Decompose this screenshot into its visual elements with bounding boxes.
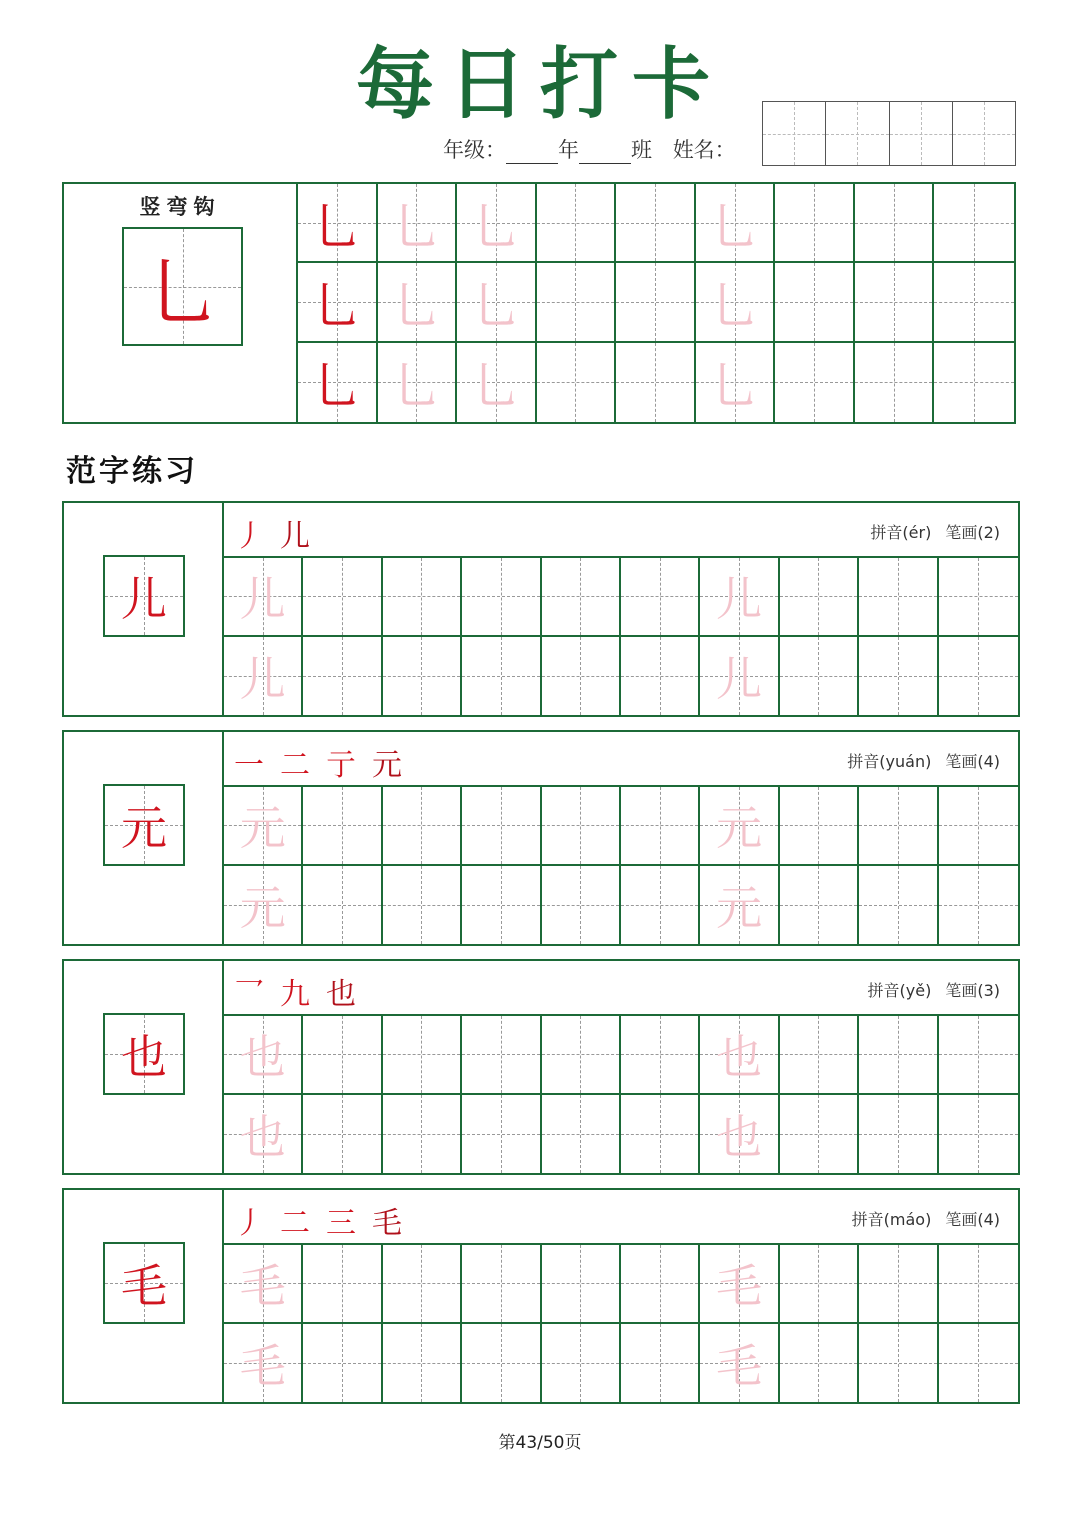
page-title: 每日打卡 [355,39,724,130]
writing-cell[interactable] [462,787,541,866]
character-writing-grid[interactable] [224,1245,1018,1402]
writing-cell[interactable] [780,558,859,637]
pinyin-label: 拼音(máo) [851,1210,932,1229]
stroke-trace-glyph: 乚 [709,357,760,416]
writing-cell[interactable] [224,1245,303,1324]
stroke-order-step: 也 [326,977,356,1012]
stroke-practice-cell[interactable] [934,184,1014,263]
character-info [852,1207,1000,1230]
writing-cell[interactable] [224,637,303,716]
writing-cell[interactable] [462,637,541,716]
trace-character: 元 [716,880,763,935]
character-info [868,978,1000,1001]
stroke-sample-glyph: 乚 [311,197,362,256]
trace-character: 毛 [239,1259,286,1314]
trace-character: 也 [716,1030,763,1085]
stroke-practice-cell[interactable] [537,184,617,263]
writing-cell[interactable] [780,1324,859,1403]
writing-cell[interactable] [303,1324,382,1403]
writing-cell[interactable] [224,1324,303,1403]
stroke-practice-cell[interactable] [298,184,378,263]
writing-cell[interactable] [542,1245,621,1324]
trace-character: 元 [716,801,763,856]
writing-cell[interactable] [303,787,382,866]
stroke-count-label: 笔画(4) [945,1210,1000,1229]
grade-label: 年级： [443,138,506,162]
writing-cell[interactable] [303,1245,382,1324]
writing-cell[interactable] [303,1016,382,1095]
stroke-practice-cell[interactable] [696,263,776,342]
writing-cell[interactable] [621,787,700,866]
pinyin-label: 拼音(yuán) [847,752,932,771]
stroke-name: 竖弯钩 [139,195,221,219]
character-writing-grid[interactable] [224,1016,1018,1173]
stroke-practice-cell[interactable] [298,343,378,422]
writing-cell[interactable] [621,1095,700,1174]
stroke-sample-glyph: 乚 [311,357,362,416]
trace-character: 儿 [239,572,286,627]
writing-cell[interactable] [939,1324,1018,1403]
writing-cell[interactable] [939,637,1018,716]
writing-cell[interactable] [383,1016,462,1095]
stroke-practice-cell[interactable] [855,263,935,342]
writing-cell[interactable] [383,558,462,637]
writing-cell[interactable] [780,787,859,866]
stroke-practice-cell[interactable] [616,263,696,342]
stroke-trace-glyph: 乚 [391,276,442,335]
writing-cell[interactable] [939,787,1018,866]
stroke-order-step: 丿 [234,1206,264,1241]
writing-cell[interactable] [700,558,779,637]
writing-cell[interactable] [859,1324,938,1403]
stroke-trace-glyph: 乚 [470,197,521,256]
stroke-order-step: 亍 [326,748,356,783]
stroke-practice-cell[interactable] [934,263,1014,342]
character-writing-grid[interactable] [224,787,1018,944]
stroke-trace-glyph: 乚 [391,197,442,256]
stroke-practice-cell[interactable] [616,184,696,263]
writing-cell[interactable] [939,1095,1018,1174]
stroke-trace-glyph: 乚 [470,276,521,335]
writing-cell[interactable] [383,866,462,945]
grade-blank[interactable] [506,141,558,164]
stroke-practice-cell[interactable] [616,343,696,422]
writing-cell[interactable] [542,1095,621,1174]
stroke-order-step: 儿 [280,519,310,554]
writing-cell[interactable] [780,866,859,945]
writing-cell[interactable] [303,558,382,637]
writing-cell[interactable] [859,1095,938,1174]
writing-cell[interactable] [224,558,303,637]
character-info [870,520,1000,543]
stroke-order-step: 九 [280,977,310,1012]
trace-character: 毛 [716,1259,763,1314]
writing-cell[interactable] [542,558,621,637]
stroke-order-step: 二 [280,1206,310,1241]
writing-cell[interactable] [542,1016,621,1095]
writing-cell[interactable] [859,1016,938,1095]
stroke-count-label: 笔画(3) [945,981,1000,1000]
stroke-practice-cell[interactable] [298,263,378,342]
writing-cell[interactable] [542,637,621,716]
model-character-box [103,784,185,866]
stroke-practice-cell[interactable] [537,343,617,422]
stroke-practice-cell[interactable] [855,184,935,263]
writing-cell[interactable] [542,1324,621,1403]
writing-cell[interactable] [303,1095,382,1174]
writing-cell[interactable] [859,1245,938,1324]
model-character-box [103,555,185,637]
stroke-practice-cell[interactable] [696,343,776,422]
stroke-trace-glyph: 乚 [470,357,521,416]
trace-character: 毛 [239,1338,286,1393]
character-info [847,749,1000,772]
stroke-order [234,1198,418,1242]
page-number: 第43/50页 [498,1433,582,1453]
writing-cell[interactable] [462,1324,541,1403]
writing-cell[interactable] [780,1095,859,1174]
stroke-practice-cell[interactable] [775,263,855,342]
year-label: 年 [558,138,579,162]
trace-character: 也 [239,1030,286,1085]
trace-character: 毛 [716,1338,763,1393]
model-character-box [103,1013,185,1095]
writing-cell[interactable] [542,787,621,866]
writing-cell[interactable] [700,787,779,866]
writing-cell[interactable] [224,787,303,866]
model-character: 儿 [121,572,167,626]
writing-cell[interactable] [859,866,938,945]
writing-cell[interactable] [700,637,779,716]
stroke-order [234,511,326,555]
stroke-order-step: 三 [326,1206,356,1241]
writing-cell[interactable] [700,1324,779,1403]
stroke-model-glyph: 乚 [145,249,220,336]
model-character: 毛 [121,1259,167,1313]
writing-cell[interactable] [780,637,859,716]
trace-character: 儿 [716,572,763,627]
student-info [443,134,736,164]
writing-cell[interactable] [700,1245,779,1324]
trace-character: 儿 [716,651,763,706]
writing-cell[interactable] [939,1245,1018,1324]
stroke-order [234,740,418,784]
class-blank[interactable] [579,141,631,164]
writing-cell[interactable] [859,787,938,866]
writing-cell[interactable] [621,1324,700,1403]
writing-cell[interactable] [859,558,938,637]
stroke-practice-cell[interactable] [457,343,537,422]
writing-cell[interactable] [621,558,700,637]
writing-cell[interactable] [939,866,1018,945]
trace-character: 也 [716,1109,763,1164]
writing-cell[interactable] [462,1016,541,1095]
stroke-count-label: 笔画(2) [945,523,1000,542]
stroke-practice-cell[interactable] [378,184,458,263]
writing-cell[interactable] [383,1095,462,1174]
trace-character: 也 [239,1109,286,1164]
stroke-model-box [122,227,243,346]
writing-cell[interactable] [383,1245,462,1324]
stroke-order [234,969,372,1013]
name-writing-grid[interactable] [762,101,1016,166]
stroke-trace-glyph: 乚 [391,357,442,416]
model-character-box [103,1242,185,1324]
writing-cell[interactable] [700,1016,779,1095]
writing-cell[interactable] [383,637,462,716]
stroke-practice-cell[interactable] [696,184,776,263]
character-writing-grid[interactable] [224,558,1018,715]
class-label: 班 [631,138,652,162]
stroke-order-step: 二 [280,748,310,783]
trace-character: 元 [239,880,286,935]
pinyin-label: 拼音(ér) [870,523,932,542]
stroke-practice-cell[interactable] [537,263,617,342]
model-character: 也 [121,1030,167,1084]
stroke-practice-cell[interactable] [775,343,855,422]
stroke-order-step: 乛 [234,977,264,1012]
writing-cell[interactable] [303,637,382,716]
writing-cell[interactable] [462,866,541,945]
writing-cell[interactable] [224,1095,303,1174]
writing-cell[interactable] [939,1016,1018,1095]
writing-cell[interactable] [224,866,303,945]
writing-cell[interactable] [939,558,1018,637]
stroke-sample-glyph: 乚 [311,276,362,335]
stroke-practice-grid[interactable] [298,184,1014,422]
name-label: 姓名： [672,138,736,162]
stroke-order-step: 元 [372,748,402,783]
writing-cell[interactable] [621,1016,700,1095]
writing-cell[interactable] [383,787,462,866]
stroke-practice-cell[interactable] [378,263,458,342]
stroke-practice-cell[interactable] [775,184,855,263]
writing-cell[interactable] [621,1245,700,1324]
stroke-practice-cell[interactable] [855,343,935,422]
stroke-trace-glyph: 乚 [709,276,760,335]
writing-cell[interactable] [780,1245,859,1324]
stroke-count-label: 笔画(4) [945,752,1000,771]
stroke-practice-cell[interactable] [934,343,1014,422]
writing-cell[interactable] [700,1095,779,1174]
practice-section-title: 范字练习 [66,454,198,489]
stroke-practice-cell[interactable] [457,263,537,342]
stroke-order-step: 一 [234,748,264,783]
writing-cell[interactable] [303,866,382,945]
writing-cell[interactable] [462,1095,541,1174]
stroke-practice-cell[interactable] [378,343,458,422]
writing-cell[interactable] [462,558,541,637]
trace-character: 儿 [239,651,286,706]
writing-cell[interactable] [224,1016,303,1095]
writing-cell[interactable] [621,866,700,945]
model-character: 元 [121,801,167,855]
writing-cell[interactable] [700,866,779,945]
stroke-trace-glyph: 乚 [709,197,760,256]
writing-cell[interactable] [780,1016,859,1095]
stroke-order-step: 丿 [234,519,264,554]
writing-cell[interactable] [859,637,938,716]
stroke-order-step: 毛 [372,1206,402,1241]
writing-cell[interactable] [383,1324,462,1403]
writing-cell[interactable] [621,637,700,716]
trace-character: 元 [239,801,286,856]
writing-cell[interactable] [462,1245,541,1324]
pinyin-label: 拼音(yě) [867,981,932,1000]
stroke-practice-cell[interactable] [457,184,537,263]
writing-cell[interactable] [542,866,621,945]
